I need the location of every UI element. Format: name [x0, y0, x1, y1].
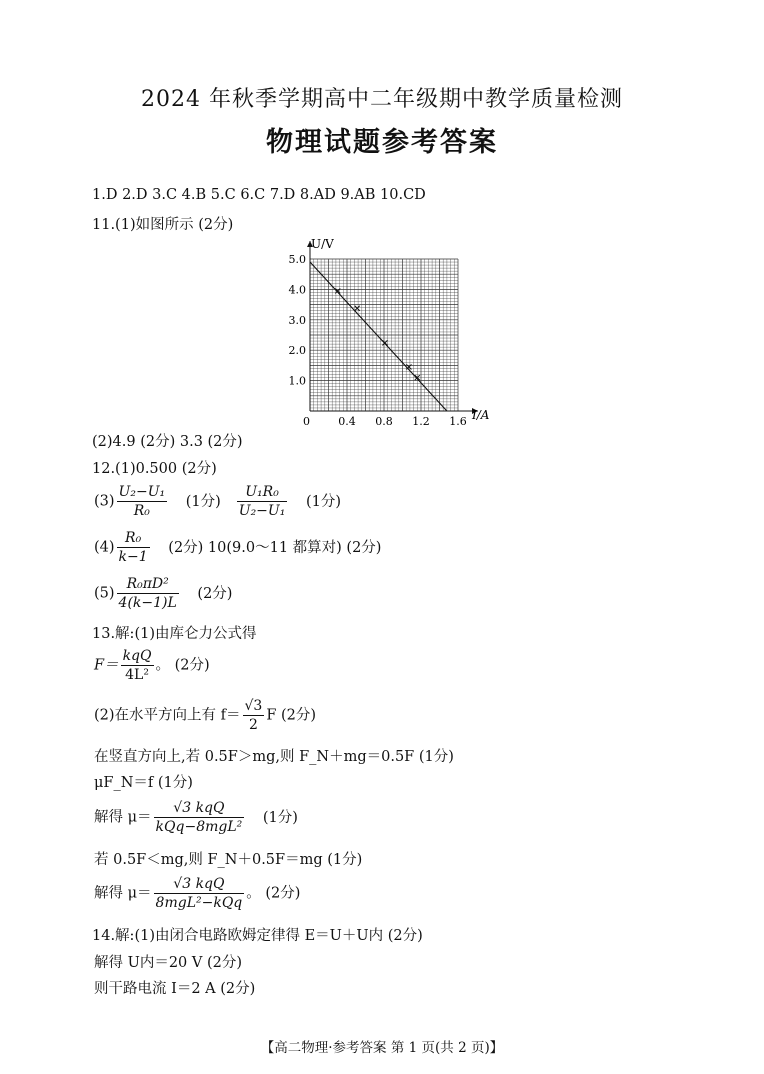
q13-l3-fraction [243, 698, 265, 733]
q13-line7: 若 0.5F＜mg,则 F_N＋0.5F＝mg (1分) [94, 852, 363, 868]
q13-l2-rest: 。 (2分) [155, 657, 210, 674]
q12-part5 [94, 576, 232, 611]
choice-answers: 1.D 2.D 3.C 4.B 5.C 6.C 7.D 8.AD 9.AB 10.CD [92, 187, 426, 203]
graph-axes [307, 241, 478, 414]
q12-p4-fraction [117, 530, 150, 565]
q13-l2-prefix: F＝ [94, 657, 119, 674]
q13-l2-num: kqQ [122, 648, 152, 664]
q12-p3-fraction2 [237, 484, 288, 519]
q12-p4-den: k−1 [118, 549, 148, 565]
q13-l8-den: 8mgL²−kQq [155, 895, 243, 911]
fit-line [310, 262, 447, 411]
y-tick-label: 5.0 [288, 253, 306, 266]
q13-l3-prefix: (2)在水平方向上有 f＝ [94, 707, 241, 724]
q13-l8-fraction [154, 876, 245, 911]
y-tick-labels [289, 253, 307, 388]
q14-line2: 解得 U内＝20 V (2分) [94, 955, 243, 971]
q12-part3 [94, 484, 341, 519]
q13-l8-prefix: 解得 μ＝ [94, 885, 152, 902]
q13-l2-den: 4L² [125, 667, 149, 683]
y-tick-label: 3.0 [288, 313, 306, 327]
q13-line4: 在竖直方向上,若 0.5F＞mg,则 F_N＋mg＝0.5F (1分) [94, 749, 454, 765]
x-tick-label: 0.8 [375, 415, 393, 426]
y-axis-label: U/V [311, 237, 334, 251]
x-tick-label: 1.2 [412, 415, 430, 426]
q12-p4-prefix: (4) [94, 539, 115, 556]
q12-p3-f2-den: U₂−U₁ [238, 503, 286, 519]
q12-p3-score1: (1分) [185, 493, 221, 510]
q12-p5-den: 4(k−1)L [118, 595, 177, 611]
q12-p4-num: R₀ [117, 530, 150, 548]
q13-line8 [94, 876, 300, 911]
q13-l6-prefix: 解得 μ＝ [94, 809, 152, 826]
q13-l3-rest: F (2分) [266, 707, 317, 724]
y-tick-label: 4.0 [288, 283, 306, 297]
ui-graph [280, 236, 510, 426]
q13-line3 [94, 698, 316, 733]
q13-l3-num: √3 [244, 698, 263, 714]
q11-part2: (2)4.9 (2分) 3.3 (2分) [92, 434, 243, 450]
q12-p3-f1-den: R₀ [133, 503, 150, 519]
q13-l3-den: 2 [248, 717, 258, 733]
q13-l6-den: kQq−8mgL² [155, 819, 243, 835]
q12-p3-fraction1 [117, 484, 168, 519]
q13-line1: 13.解:(1)由库仑力公式得 [92, 626, 257, 642]
q13-l6-num: √3 kqQ [154, 800, 245, 818]
q14-line3: 则干路电流 I＝2 A (2分) [94, 981, 256, 997]
answer-key-title: 物理试题参考答案 [266, 127, 498, 158]
q13-line5: μF_N＝f (1分) [94, 775, 193, 791]
q12-p5-prefix: (5) [94, 585, 115, 602]
q12-p5-rest: (2分) [197, 585, 233, 602]
q12-p3-prefix: (3) [94, 493, 115, 510]
q13-l6-rest: (1分) [262, 809, 298, 826]
x-tick-label: 0 [303, 415, 310, 426]
data-point [355, 306, 360, 311]
x-tick-labels [303, 415, 467, 426]
q13-l2-fraction [121, 648, 154, 683]
q13-line6 [94, 800, 298, 835]
q12-p3-score2: (1分) [305, 493, 341, 510]
q13-l6-fraction [154, 800, 245, 835]
y-tick-label: 2.0 [288, 344, 306, 358]
graph-grid [310, 259, 458, 411]
x-tick-label: 1.6 [449, 415, 467, 426]
q12-part4 [94, 530, 381, 565]
q12-p3-f1-num: U₂−U₁ [118, 484, 166, 500]
q12-p3-f2-num: U₁R₀ [237, 484, 288, 502]
q12-p4-rest: (2分) 10(9.0～11 都算对) (2分) [168, 539, 382, 556]
y-tick-label: 1.0 [288, 374, 306, 388]
q12-part1: 12.(1)0.500 (2分) [92, 461, 217, 477]
q11-part1: 11.(1)如图所示 (2分) [92, 217, 234, 233]
graph-marks [310, 262, 447, 411]
q14-line1: 14.解:(1)由闭合电路欧姆定律得 E＝U＋U内 (2分) [92, 928, 423, 944]
q13-l8-num: √3 kqQ [154, 876, 245, 894]
page-footer: 【高二物理·参考答案 第 1 页(共 2 页)】 [260, 1040, 504, 1056]
x-axis-label: I/A [472, 408, 490, 422]
x-tick-label: 0.4 [338, 415, 356, 426]
q12-p5-fraction [117, 576, 179, 611]
exam-title: 2024 年秋季学期高中二年级期中教学质量检测 [141, 87, 623, 112]
q13-l8-rest: 。 (2分) [246, 885, 301, 902]
q13-line2 [94, 648, 210, 683]
q12-p5-num: R₀πD² [117, 576, 179, 594]
